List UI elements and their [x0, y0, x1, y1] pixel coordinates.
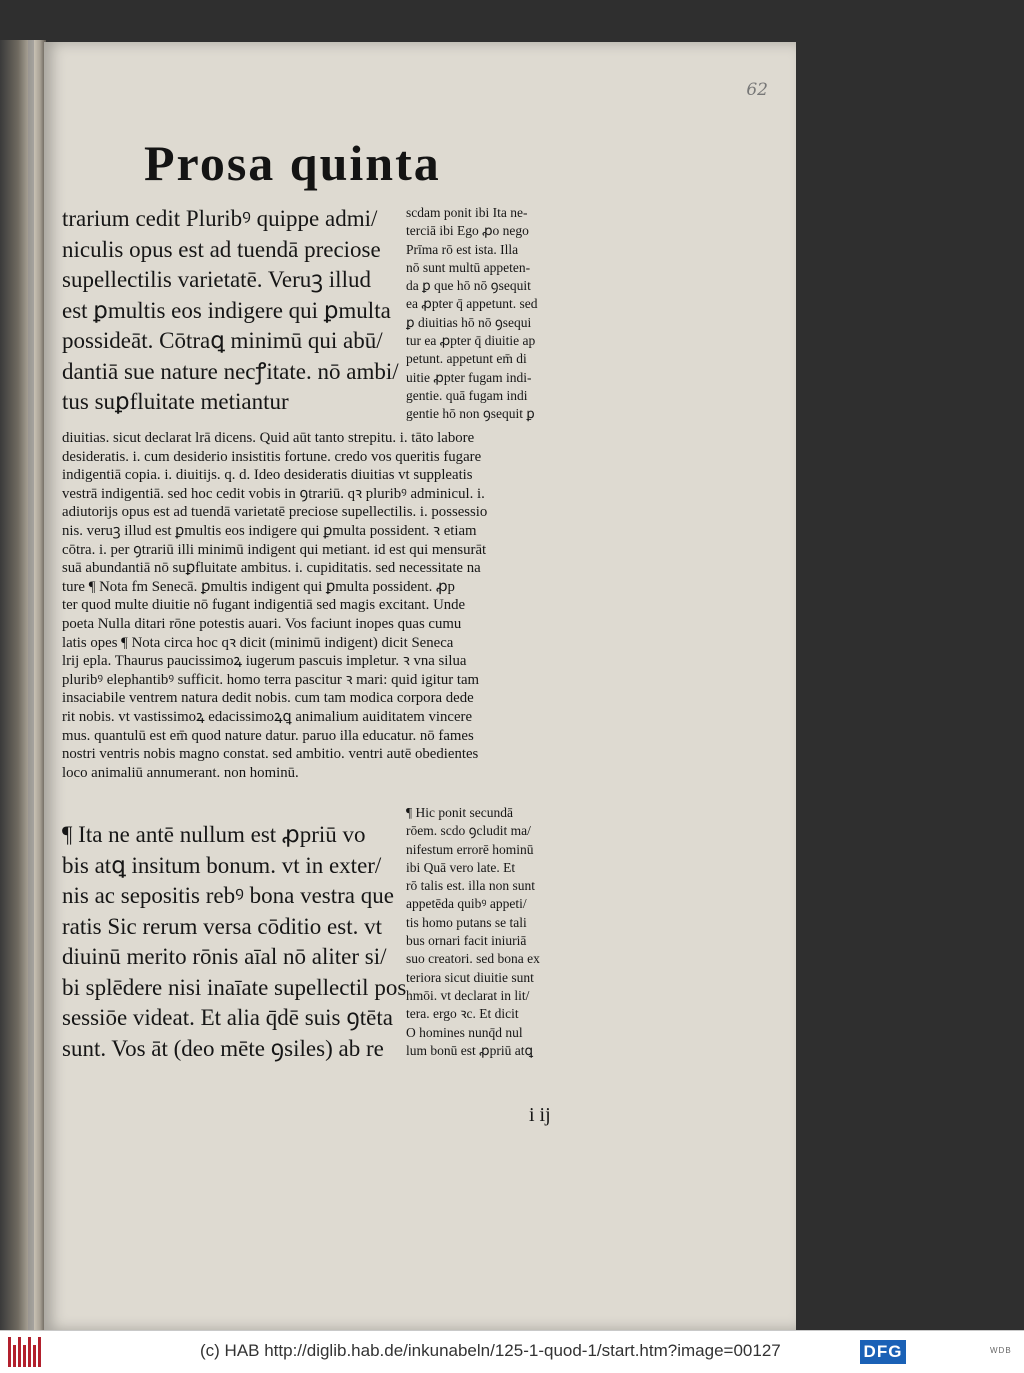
main-bottom-line: nis ac sepositis rebꝰ bona vestra que — [62, 883, 394, 908]
gloss-top-line: Prīma rō est ista. Illa — [406, 241, 519, 257]
gloss-bottom-line: rō talis est. illa non sunt — [406, 878, 535, 894]
gloss-bottom-line: bus ornari facit iniuriā — [406, 933, 527, 949]
gloss-top-line: petunt. appetunt em̄ di — [406, 351, 527, 367]
main-top-line: trarium cedit Pluribꝰ quippe admi/ — [62, 206, 378, 231]
main-top-line: supellectilis varietatē. Veruꝫ illud — [62, 267, 371, 292]
main-bottom-line: bis atꝗ insitum bonum. vt in exter/ — [62, 852, 382, 878]
gloss-bottom-line: tis homo putans se tali — [406, 914, 527, 930]
gloss-top-line: gentie. quā fugam indi — [406, 387, 528, 403]
commentary-line: insaciabile ventrem natura dedit nobis. cum tam modica corpora dede — [62, 690, 474, 707]
main-bottom-line: bi splēdere nisi inaīate supellectil pos — [62, 974, 407, 1000]
gloss-top-line: terciā ibi Ego ꝓo nego — [406, 223, 529, 239]
footer-bar — [0, 1330, 1024, 1373]
main-bottom-line: diuinū merito rōnis aīal nō aliter si/ — [62, 944, 387, 969]
commentary-line: loco animaliū annumerant. non hominū. — [62, 764, 299, 781]
main-top-line: tus suꝑfluitate metiantur — [62, 389, 289, 414]
main-bottom-line: sunt. Vos āt (deo mēte ꝯsiles) ab re — [62, 1035, 384, 1061]
commentary-line: suā abundantiā nō suꝑfluitate ambitus. i. cupiditatis. sed necessitate na — [62, 560, 481, 577]
main-bottom-line: sessiōe videat. Et alia q̄dē suis ꝯtēta — [62, 1005, 393, 1030]
commentary-line: mus. quantulū est em̄ quod nature datur. paruo illa educatur. nō fames — [62, 727, 474, 744]
gloss-top-line: ea ꝓpter q̄ appetunt. sed — [406, 296, 538, 312]
main-text-top — [62, 204, 407, 418]
commentary-line: desideratis. i. cum desiderio insistitis fortune. credo vos queritis fugare — [62, 448, 482, 465]
main-top-line: dantiā sue nature necꝭitate. nō ambi/ — [62, 358, 399, 384]
gloss-bottom — [406, 804, 602, 1060]
gloss-bottom-line: ¶ Hic ponit secundā — [406, 805, 513, 820]
commentary-line: lrij epla. Thaurus paucissimoꝝ iugerum pascuis impletur. ꝛ vna silua — [62, 653, 467, 670]
commentary-line: cōtra. i. per ꝯtrariū illi minimū indigent qui metiant. id est qui mensurāt — [62, 541, 487, 558]
main-top-line: est ꝑmultis eos indigere qui ꝑmulta — [62, 297, 391, 323]
gloss-bottom-line: rōem. scdo ꝯcludit ma/ — [406, 823, 531, 839]
book-page — [44, 42, 796, 1330]
commentary-line: latis opes ¶ Nota circa hoc qꝛ dicit (minimū indigent) dicit Seneca — [62, 634, 454, 651]
gloss-bottom-line: ibi Quā vero late. Et — [406, 859, 516, 875]
wdb-logo: WDB — [990, 1346, 1012, 1355]
commentary-line: ture ¶ Nota fm Senecā. ꝑmultis indigent qui ꝑmulta possident. ꝓp — [62, 578, 455, 595]
signature-mark: i ij — [529, 1104, 551, 1126]
dfg-logo: DFG — [860, 1340, 906, 1364]
gloss-top-line: da ꝑ que hō nō ꝯsequit — [406, 278, 531, 294]
commentary-line: indigentiā copia. i. diuitijs. q. d. Ideo desideratis diuitias vt suppleatis — [62, 467, 473, 484]
main-bottom-line: ¶ Ita ne antē nullum est ꝓpriū vo — [62, 822, 366, 847]
commentary-block — [62, 429, 602, 782]
main-top-line: possideāt. Cōtraꝗ minimū qui abū/ — [62, 328, 383, 353]
commentary-line: pluribꝰ elephantibꝰ sufficit. homo terra pascitur ꝛ mari: quid igitur tam — [62, 671, 480, 688]
gloss-top-line: tur ea ꝓpter q̄ diuitie ap — [406, 333, 536, 349]
main-text-bottom — [62, 820, 407, 1064]
gloss-top-line: nō sunt multū appeten- — [406, 259, 531, 275]
gloss-bottom-line: appetēda quibꝰ appeti/ — [406, 896, 527, 912]
commentary-line: diuitias. sicut declarat lrā dicens. Quid aūt tanto strepitu. i. tāto labore — [62, 430, 475, 446]
gloss-top-line: scdam ponit ibi Ita ne- — [406, 205, 528, 220]
commentary-line: vestrā indigentiā. sed hoc cedit vobis in ꝯtrariū. qꝛ pluribꝰ adminicul. i. — [62, 485, 485, 502]
folio-number: 62 — [746, 80, 768, 100]
gloss-bottom-line: hmōi. vt declarat in lit/ — [406, 987, 530, 1003]
page-title: Prosa quinta — [144, 135, 441, 191]
commentary-line: ter quod multe diuitie nō fugant indigentiā sed magis excitant. Unde — [62, 597, 466, 614]
commentary-line: rit nobis. vt vastissimoꝝ edacissimoꝝꝗ animalium auiditatem vincere — [62, 708, 473, 725]
gloss-bottom-line: lum bonū est ꝓpriū atꝗ — [406, 1042, 534, 1058]
commentary-line: adiutorijs opus est ad tuendā varietatē preciose supellectilis. i. possessio — [62, 504, 488, 521]
commentary-line: nis. veruꝫ illud est ꝑmultis eos indigere qui ꝑmulta possident. ꝛ etiam — [62, 522, 477, 539]
gloss-top-line: ꝑ diuitias hō nō ꝯsequi — [406, 314, 532, 330]
gloss-bottom-line: suo creatori. sed bona ex — [406, 951, 540, 967]
gloss-bottom-line: teriora sicut diuitie sunt — [406, 969, 534, 985]
copyright-credit: (c) HAB http://diglib.hab.de/inkunabeln/125-1-quod-1/start.htm?image=00127 — [200, 1341, 781, 1360]
gloss-bottom-line: nifestum errorē hominū — [406, 841, 534, 857]
commentary-line: nostri ventris nobis magno constat. sed ambitio. ventri autē obedientes — [62, 746, 479, 763]
gloss-bottom-line: O homines nunq̄d nul — [406, 1024, 523, 1040]
gloss-top — [406, 204, 602, 424]
gloss-top-line: uitie ꝓpter fugam indi- — [406, 369, 532, 385]
main-top-line: niculis opus est ad tuendā preciose — [62, 236, 381, 262]
gloss-bottom-line: tera. ergo ꝛc. Et dicit — [406, 1006, 519, 1022]
hab-logo-icon — [8, 1337, 42, 1367]
main-bottom-line: ratis Sic rerum versa cōditio est. vt — [62, 913, 383, 939]
gloss-top-line: gentie hō non ꝯsequit ꝑ — [406, 406, 535, 422]
preceding-page-edge — [0, 40, 46, 1330]
commentary-line: poeta Nulla ditari rōne potestis auari. Vos faciunt inopes quas cumu — [62, 615, 462, 632]
